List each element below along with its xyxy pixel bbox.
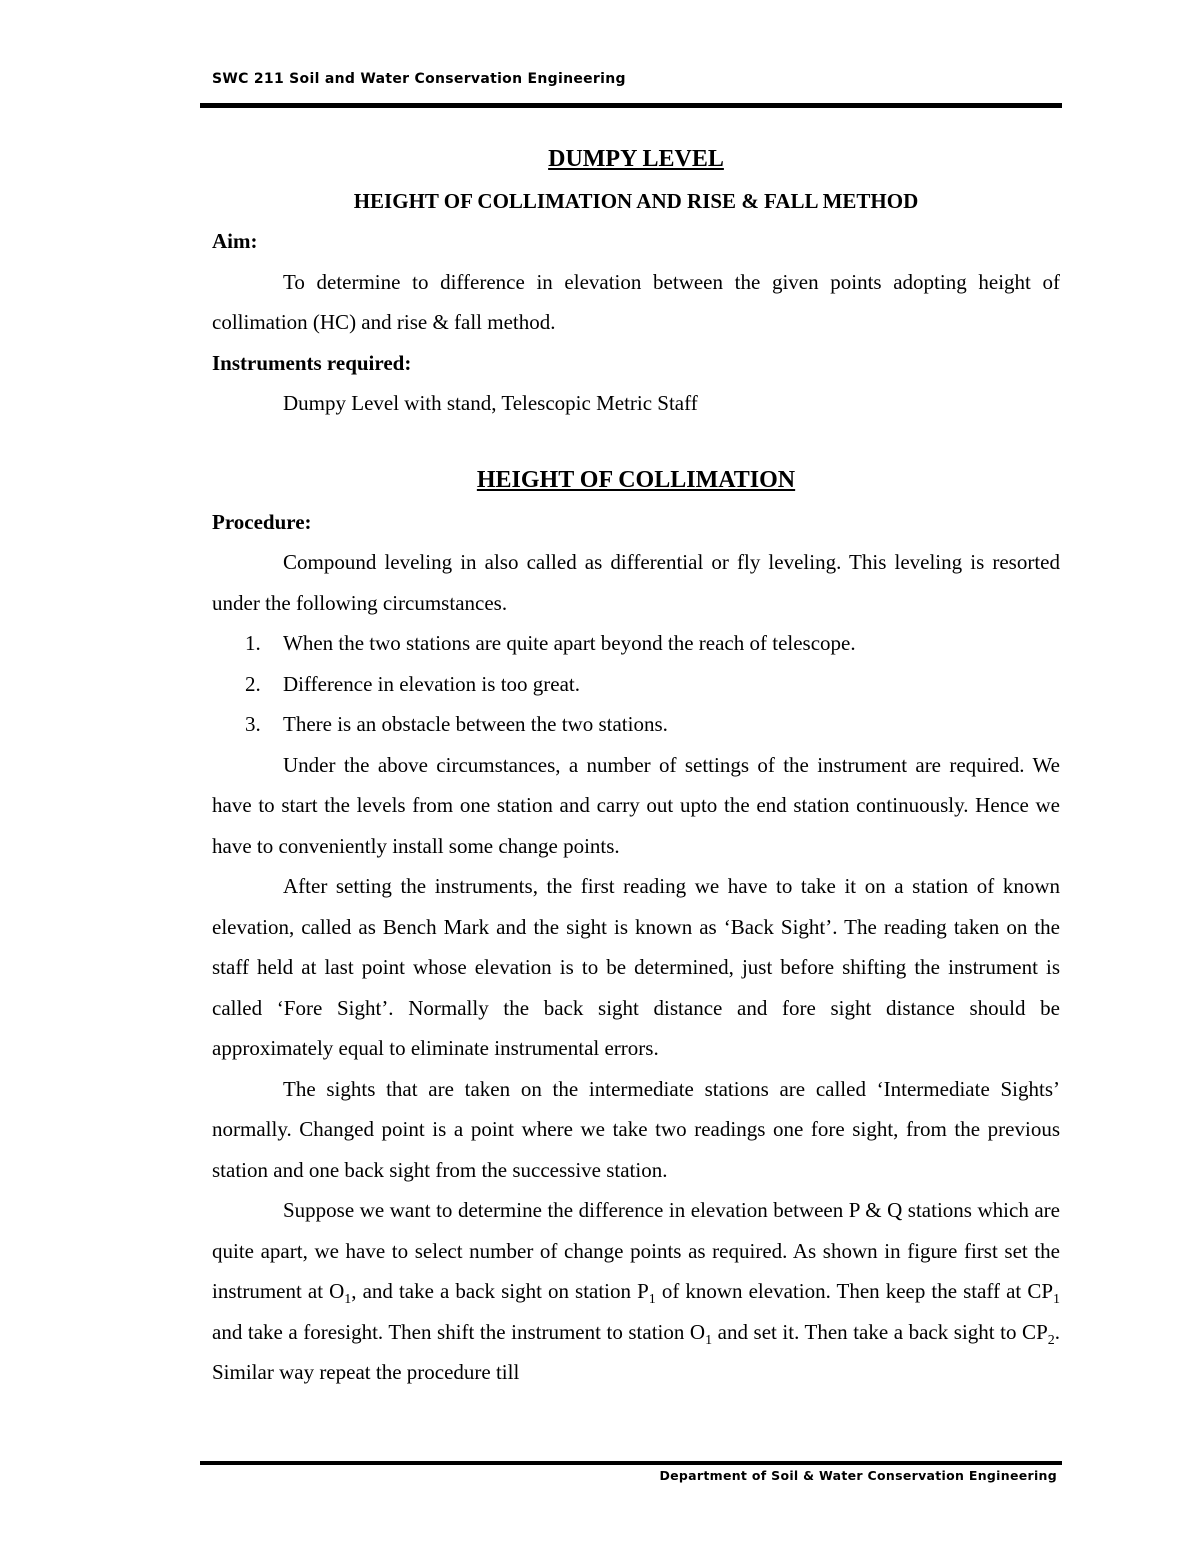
instruments-text: Dumpy Level with stand, Telescopic Metric Staff xyxy=(283,391,698,415)
page-footer: Department of Soil & Water Conservation Engineering xyxy=(659,1468,1057,1483)
list-item-number: 2. xyxy=(245,671,261,696)
text-run: Suppose we want to determine the difference in elevation between P & Q stations which are quite apart, we have to select number of change points as required. As shown in figure first set the instrument at O xyxy=(212,1198,1060,1303)
paragraph-settings: Under the above circumstances, a number of settings of the instrument are required. We have to start the levels from one station and carry out upto the end station continuously. Hence we have to conveniently install some change points. xyxy=(212,752,1060,858)
aim-heading: Aim: xyxy=(212,229,258,253)
document-body xyxy=(212,141,1060,1393)
page-header: SWC 211 Soil and Water Conservation Engineering xyxy=(212,71,626,87)
footer-divider xyxy=(200,1461,1062,1465)
list-item-text: Difference in elevation is too great. xyxy=(283,671,580,696)
list-item-text: There is an obstacle between the two stations. xyxy=(283,712,668,736)
paragraph-intermediate: The sights that are taken on the intermediate stations are called ‘Intermediate Sights’ normally. Changed point is a point where we take two readings one fore sight, from the previous station and one back sight from the successive station. xyxy=(212,1076,1060,1182)
document-title: DUMPY LEVEL xyxy=(548,146,724,172)
subscript: 1 xyxy=(648,1292,656,1308)
document-subtitle: HEIGHT OF COLLIMATION AND RISE & FALL METHOD xyxy=(353,189,919,213)
section-title: HEIGHT OF COLLIMATION xyxy=(476,466,796,493)
subscript: 2 xyxy=(1047,1332,1055,1348)
text-run: . Similar way repeat the procedure till xyxy=(212,1319,1060,1384)
header-divider xyxy=(200,103,1062,108)
subscript: 1 xyxy=(1053,1292,1061,1308)
instruments-heading: Instruments required: xyxy=(212,350,412,375)
list-item-number: 1. xyxy=(245,631,261,655)
procedure-intro: Compound leveling in also called as differential or fly leveling. This leveling is resorted under the following circumstances. xyxy=(212,550,1060,615)
list-item-number: 3. xyxy=(245,712,261,736)
text-run: , and take a back sight on station P xyxy=(351,1279,649,1303)
subscript: 1 xyxy=(344,1292,352,1308)
subscript: 1 xyxy=(705,1332,713,1348)
list-item xyxy=(212,664,1060,705)
text-run: of known elevation. Then keep the staff at CP xyxy=(655,1279,1054,1303)
list-item xyxy=(212,623,1060,664)
procedure-heading: Procedure: xyxy=(212,509,312,534)
list-item-text: When the two stations are quite apart beyond the reach of telescope. xyxy=(283,631,856,655)
paragraph-sights: After setting the instruments, the first reading we have to take it on a station of known elevation, called as Bench Mark and the sight is known as ‘Back Sight’. The reading taken on the staff held at last point whose elevation is to be determined, just before shifting the instrument is called ‘Fore Sight’. Normally the back sight distance and fore sight distance should be approximately equal to eliminate instrumental errors. xyxy=(212,874,1060,1060)
paragraph-example xyxy=(212,1190,1060,1393)
text-run: and take a foresight. Then shift the instrument to station O xyxy=(212,1319,706,1344)
list-item xyxy=(212,704,1060,745)
text-run: and set it. Then take a back sight to CP xyxy=(712,1319,1048,1344)
aim-text: To determine to difference in elevation between the given points adopting height of collimation (HC) and rise & fall method. xyxy=(212,269,1060,334)
circumstances-list xyxy=(212,623,1060,745)
